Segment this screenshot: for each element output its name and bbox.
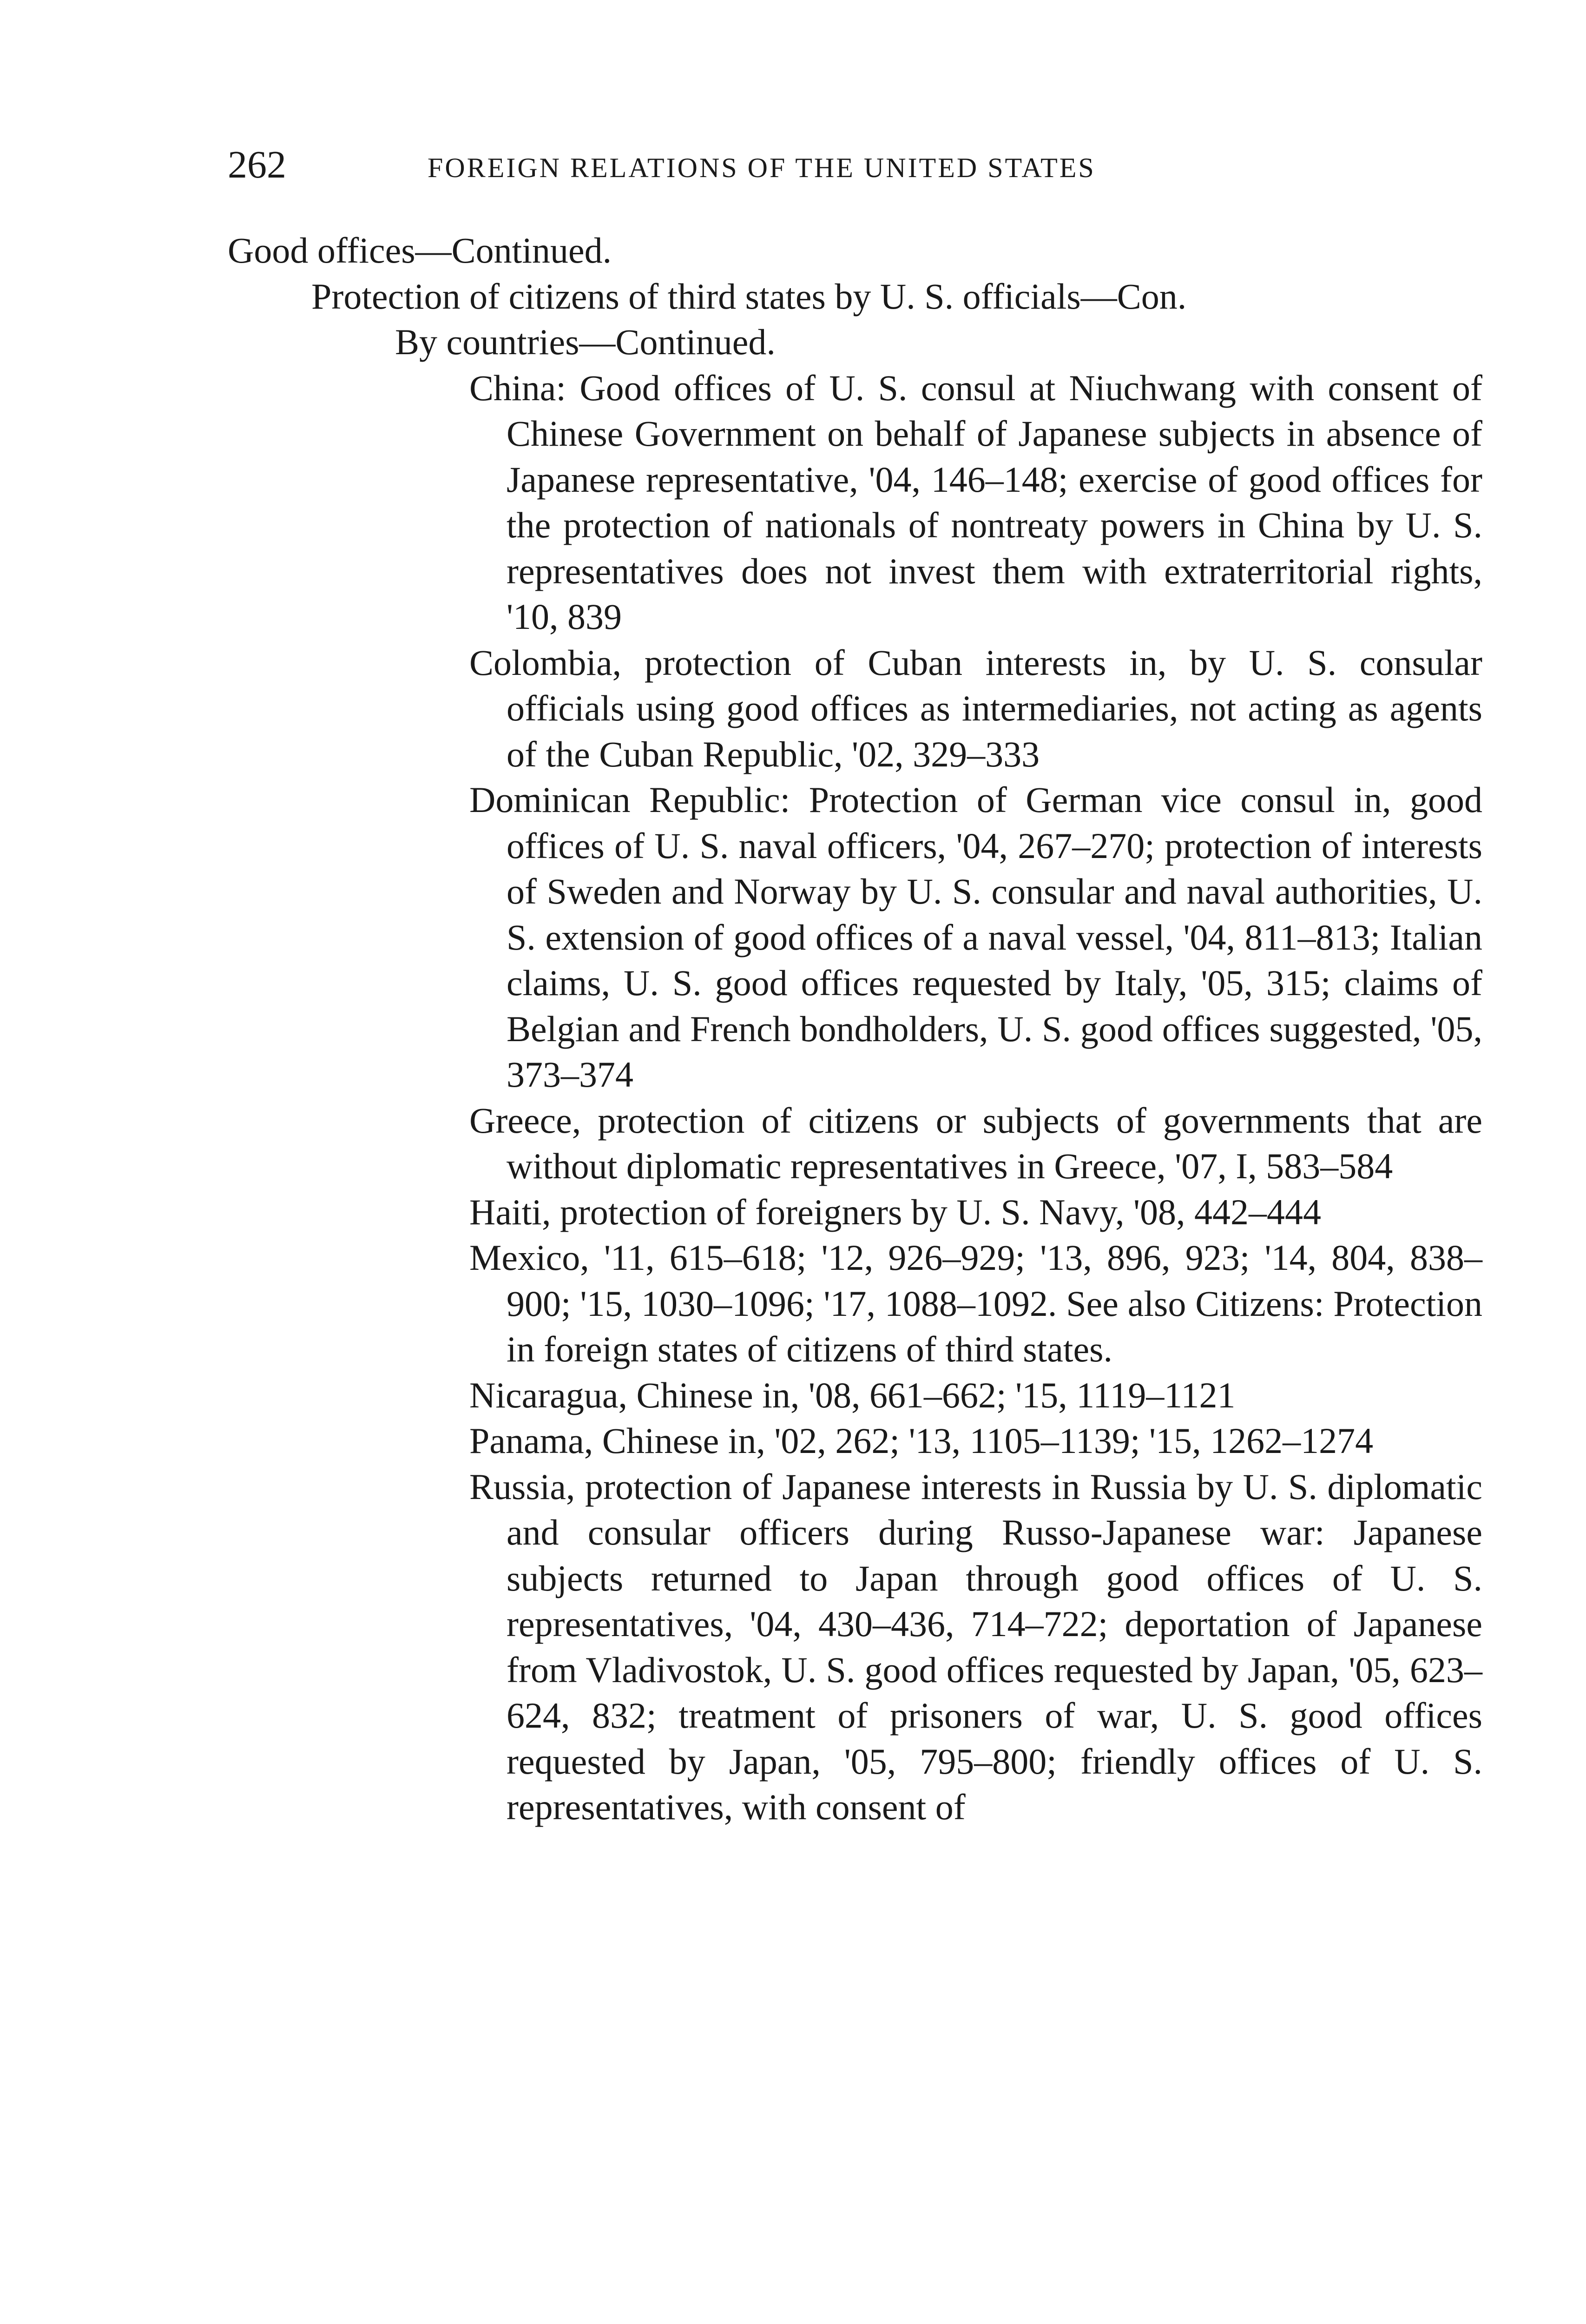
index-entry-greece: Greece, protection of citizens or subjects of governments that are without diplomatic representatives in Greece, '07, I, 583–584 [469, 1100, 1482, 1186]
index-entry-russia: Russia, protection of Japanese interests in Russia by U. S. diplomatic and consular officers during Russo-Japanese war: Japanese subjects returned to Japan through good offices of U. S. representatives, '04, 430–436, 714–722; deportation of Japanese from Vladivostok, U. S. good offices requested by Japan, '05, 623–624, 832; treatment of prisoners of war, U. S. good offices requested by Japan, '05, 795–800; friendly offices of U. S. representatives, with consent of [469, 1466, 1482, 1827]
index-entry-dominican-republic: Dominican Republic: Protection of German vice consul in, good offices of U. S. naval officers, '04, 267–270; protection of interests of Sweden and Norway by U. S. consular and naval authorities, U. S. extension of good offices of a naval vessel, '04, 811–813; Italian claims, U. S. good offices requested by Italy, '05, 315; claims of Belgian and French bondholders, U. S. good offices suggested, '05, 373–374 [469, 779, 1482, 1095]
index-body [228, 228, 1482, 1830]
index-entry-haiti: Haiti, protection of foreigners by U. S. Navy, '08, 442–444 [469, 1191, 1321, 1232]
heading-level-1: Good offices—Continued. [228, 230, 612, 271]
index-entry-nicaragua: Nicaragua, Chinese in, '08, 661–662; '15, 1119–1121 [469, 1374, 1236, 1415]
index-entry-china: China: Good offices of U. S. consul at Niuchwang with consent of Chinese Government on behalf of Japanese subjects in absence of Japanese representative, '04, 146–148; exercise of good offices for the protection of nationals of nontreaty powers in China by U. S. representatives does not invest them with extraterritorial rights, '10, 839 [469, 367, 1482, 637]
heading-level-2: Protection of citizens of third states by U. S. officials—Con. [311, 276, 1187, 317]
running-head [228, 139, 1362, 191]
index-entry-mexico: Mexico, '11, 615–618; '12, 926–929; '13, 896, 923; '14, 804, 838–900; '15, 1030–1096; '17, 1088–1092. See also Citizens: Protection in foreign states of citizens of third states. [469, 1237, 1482, 1369]
index-entry-colombia: Colombia, protection of Cuban interests in, by U. S. consular officials using good offices as intermediaries, not acting as agents of the Cuban Republic, '02, 329–333 [469, 642, 1482, 774]
index-entry-panama: Panama, Chinese in, '02, 262; '13, 1105–1139; '15, 1262–1274 [469, 1420, 1374, 1461]
page-number: 262 [228, 143, 286, 186]
running-title: FOREIGN RELATIONS OF THE UNITED STATES [428, 152, 1096, 183]
heading-level-3: By countries—Continued. [395, 322, 776, 362]
